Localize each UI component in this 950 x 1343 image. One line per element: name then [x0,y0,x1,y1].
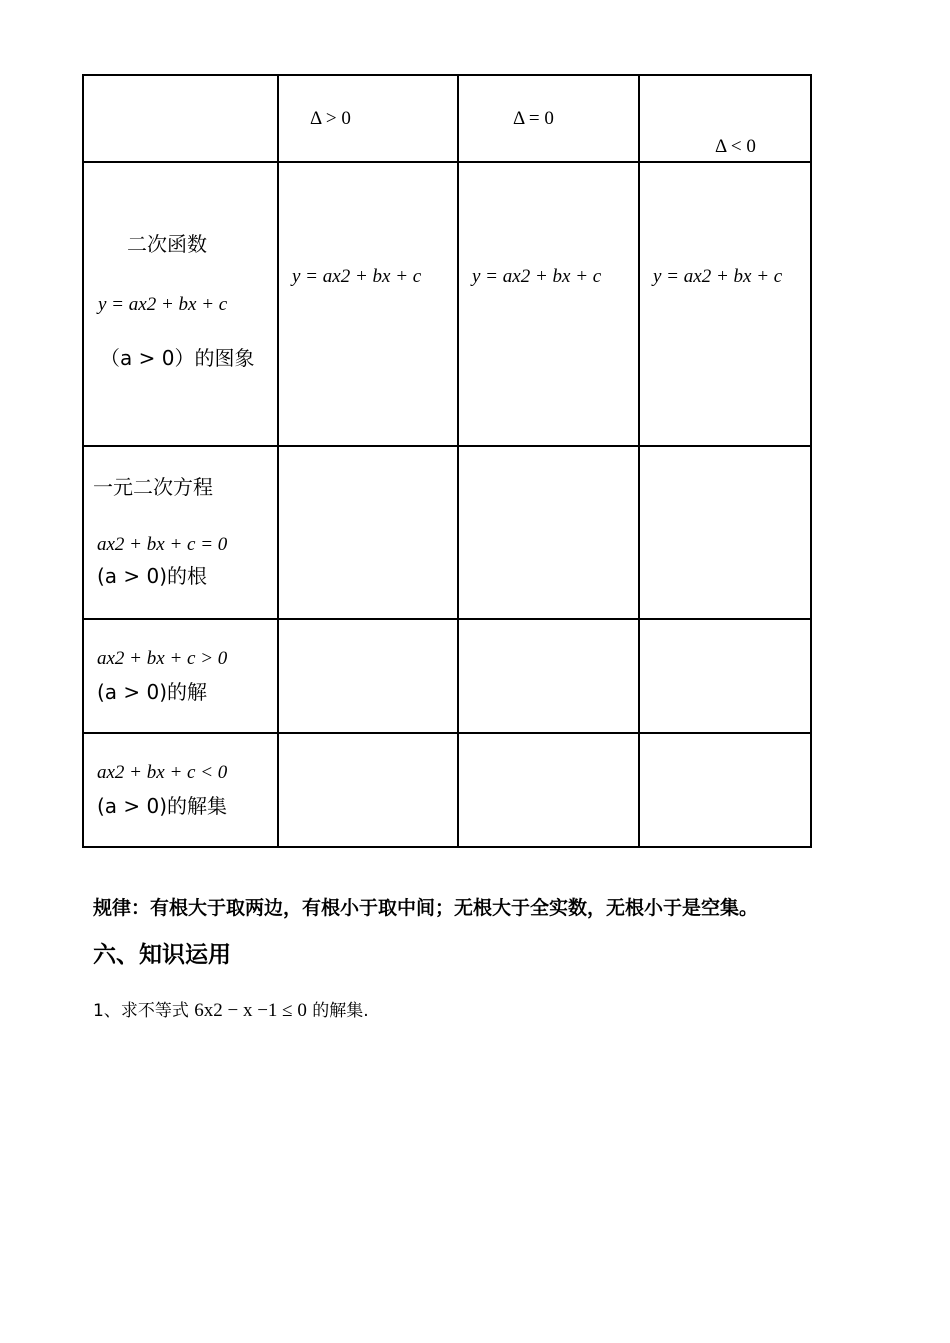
roots-row-condition: (a > 0)的根 [97,564,208,588]
graph-cell-delta-negative: y = ax2 + bx + c [653,266,783,287]
header-delta-positive: Δ > 0 [310,108,351,129]
problem-prefix: 1、求不等式 [93,1001,189,1021]
graph-row-formula: y = ax2 + bx + c [98,294,228,315]
rule-text: 规律：有根大于取两边，有根小于取中间；无根大于全实数，无根小于是空集。 [93,897,759,919]
table-divider-row3 [82,618,812,620]
header-delta-negative: Δ < 0 [715,136,756,157]
table-border-bottom [82,846,812,848]
lt-row-formula: ax2 + bx + c < 0 [97,762,228,783]
section-title: 六、知识运用 [93,942,231,968]
table-border-top [82,74,812,76]
problem-1 [93,996,369,1022]
header-delta-zero: Δ = 0 [513,108,554,129]
graph-cell-delta-zero: y = ax2 + bx + c [472,266,602,287]
table-divider-row1 [82,161,812,163]
lt-row-condition: (a > 0)的解集 [97,794,228,818]
roots-row-formula: ax2 + bx + c = 0 [97,534,228,555]
gt-row-formula: ax2 + bx + c > 0 [97,648,228,669]
gt-row-condition: (a > 0)的解 [97,680,208,704]
table-divider-row4 [82,732,812,734]
roots-row-title: 一元二次方程 [93,475,213,499]
graph-cell-delta-positive: y = ax2 + bx + c [292,266,422,287]
graph-row-title: 二次函数 [127,232,207,256]
problem-suffix: 的解集. [312,1001,369,1021]
table-divider-row2 [82,445,812,447]
graph-row-condition: （a > 0）的图象 [100,346,255,370]
problem-expression: 6x2 − x −1 ≤ 0 [194,1000,307,1021]
